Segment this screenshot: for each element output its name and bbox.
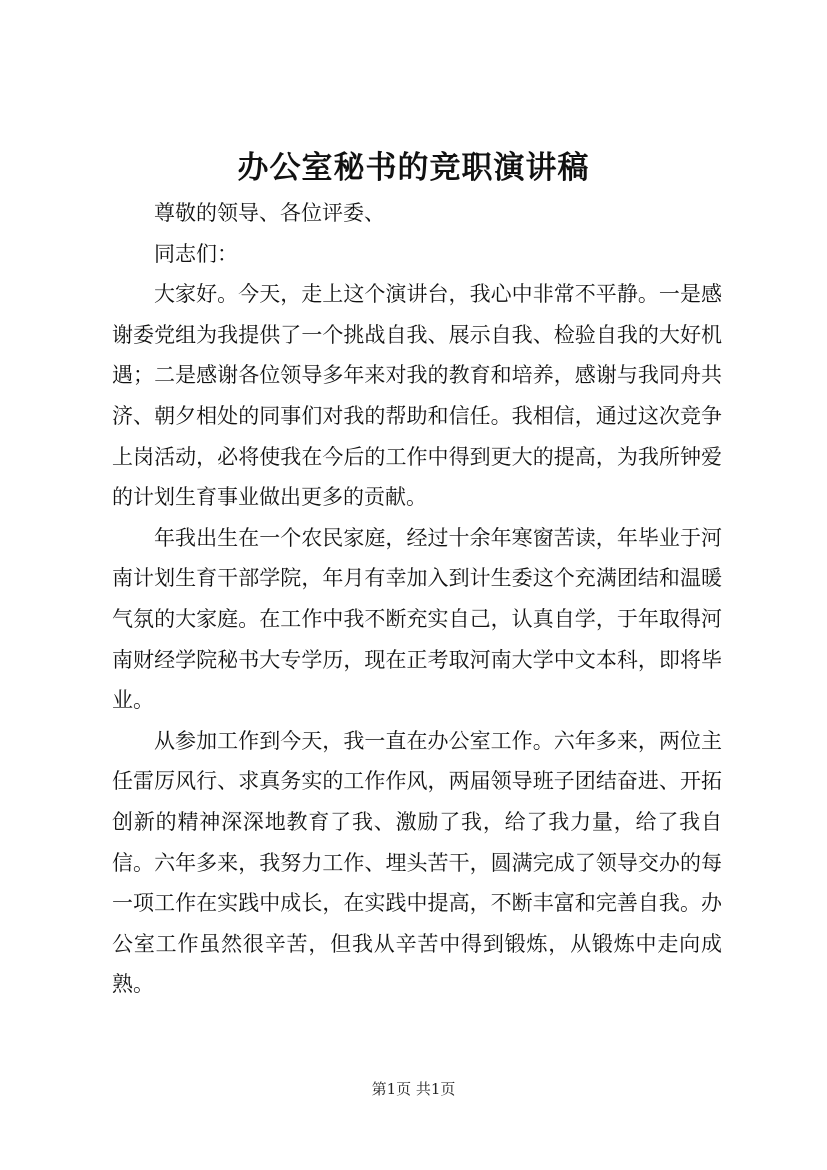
body-paragraph: 从参加工作到今天，我一直在办公室工作。六年多来，两位主任雷厉风行、求真务实的工作作风，两届领导班子团结奋进、开拓创新的精神深深地教育了我、激励了我，给了我力量，给了我自信。六年多来，我努力工作、埋头苦干，圆满完成了领导交办的每一项工作在实践中成长，在实践中提高，不断丰富和完善自我。办公室工作虽然很辛苦，但我从辛苦中得到锻炼，从锻炼中走向成熟。 (112, 728, 722, 997)
page-number-footer: 第1页 共1页 (371, 1080, 456, 1098)
body-paragraph: 大家好。今天，走上这个演讲台，我心中非常不平静。一是感谢委党组为我提供了一个挑战自我、展示自我、检验自我的大好机遇；二是感谢各位领导多年来对我的教育和培养，感谢与我同舟共济、朝夕相处的同事们对我的帮助和信任。我相信，通过这次竞争上岗活动，必将使我在今后的工作中得到更大的提高，为我所钟爱的计划生育事业做出更多的贡献。 (112, 282, 722, 510)
salutation-line: 同志们： (154, 241, 238, 266)
document-title: 办公室秘书的竞职演讲稿 (237, 150, 590, 186)
salutation-line: 尊敬的领导、各位评委、 (154, 201, 385, 225)
document-body (112, 193, 722, 1005)
body-paragraph: 年我出生在一个农民家庭，经过十余年寒窗苦读，年毕业于河南计划生育干部学院，年月有幸加入到计生委这个充满团结和温暖气氛的大家庭。在工作中我不断充实自己，认真自学，于年取得河南财经学院秘书大专学历，现在正考取河南大学中文本科，即将毕业。 (112, 525, 722, 713)
